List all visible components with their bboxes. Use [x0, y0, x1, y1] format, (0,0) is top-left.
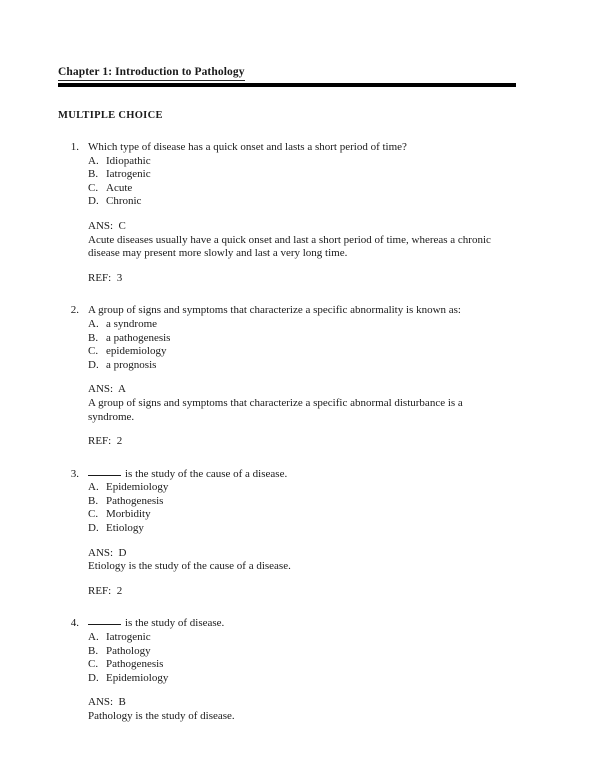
answer-area	[88, 383, 518, 448]
option-text: Epidemiology	[106, 671, 169, 684]
section-label-multiple-choice: MULTIPLE CHOICE	[58, 110, 163, 121]
option-text: Acute	[106, 181, 133, 194]
answer-option[interactable]	[88, 359, 518, 373]
answer-option[interactable]	[88, 195, 518, 209]
answer-option[interactable]	[88, 645, 518, 659]
answer-options	[88, 631, 518, 685]
answer-option[interactable]	[88, 481, 518, 495]
option-text: a prognosis	[106, 358, 157, 371]
option-letter: C.	[88, 508, 99, 521]
answer-options	[88, 481, 518, 535]
fill-in-blank	[88, 624, 121, 625]
option-letter: C.	[88, 345, 99, 358]
reference-line: REF: 3	[88, 271, 123, 284]
answer-option[interactable]	[88, 672, 518, 686]
answer-option[interactable]	[88, 332, 518, 346]
question-stem-text: is the study of the cause of a disease.	[125, 467, 288, 480]
option-text: Pathogenesis	[106, 658, 164, 671]
option-letter: D.	[88, 522, 99, 535]
document-content	[58, 62, 518, 724]
answer-rationale: Etiology is the study of the cause of a disease.	[88, 560, 291, 573]
reference-line: REF: 2	[88, 435, 123, 448]
option-text: Etiology	[106, 522, 144, 535]
option-letter: C.	[88, 658, 99, 671]
answer-area	[88, 547, 518, 599]
option-text: Iatrogenic	[106, 168, 151, 181]
question-stem	[88, 468, 518, 482]
question-stem	[88, 617, 518, 631]
answer-option[interactable]	[88, 318, 518, 332]
answer-key-line: ANS: D	[88, 546, 127, 559]
reference-line: REF: 2	[88, 584, 123, 597]
answer-option[interactable]	[88, 495, 518, 509]
option-letter: B.	[88, 494, 99, 507]
answer-option[interactable]	[88, 168, 518, 182]
answer-key-line: ANS: B	[88, 696, 126, 709]
answer-option[interactable]	[88, 345, 518, 359]
questions-list	[58, 141, 518, 724]
option-text: epidemiology	[106, 345, 167, 358]
option-letter: A.	[88, 481, 99, 494]
question-block	[58, 468, 518, 599]
option-text: Iatrogenic	[106, 631, 151, 644]
question-number: 1.	[70, 141, 79, 153]
option-letter: B.	[88, 644, 99, 657]
option-letter: C.	[88, 181, 99, 194]
answer-options	[88, 155, 518, 209]
question-stem-row	[58, 304, 518, 318]
option-text: Chronic	[106, 195, 142, 208]
question-block	[58, 141, 518, 285]
question-block	[58, 304, 518, 448]
answer-rationale: Acute diseases usually have a quick onset and last a short period of time, whereas a chronic disease may present more slowly and last a very long time.	[88, 233, 491, 260]
option-text: Pathology	[106, 644, 151, 657]
question-stem: Which type of disease has a quick onset and lasts a short period of time?	[88, 141, 407, 153]
answer-rationale: Pathology is the study of disease.	[88, 710, 235, 722]
option-letter: A.	[88, 317, 99, 330]
option-letter: A.	[88, 631, 99, 644]
answer-option[interactable]	[88, 155, 518, 169]
option-text: a syndrome	[106, 317, 158, 330]
answer-area	[88, 220, 518, 285]
option-letter: B.	[88, 168, 99, 181]
answer-option[interactable]	[88, 508, 518, 522]
answer-rationale: A group of signs and symptoms that characterize a specific abnormal disturbance is a syndrome.	[88, 396, 463, 423]
option-text: a pathogenesis	[106, 331, 171, 344]
option-letter: B.	[88, 331, 99, 344]
header-divider-rule	[58, 83, 516, 87]
question-stem-row	[58, 468, 518, 482]
answer-options	[88, 318, 518, 372]
answer-option[interactable]	[88, 522, 518, 536]
question-block	[58, 617, 518, 723]
question-number: 3.	[70, 467, 79, 480]
answer-option[interactable]	[88, 631, 518, 645]
answer-option[interactable]	[88, 182, 518, 196]
answer-option[interactable]	[88, 658, 518, 672]
option-letter: D.	[88, 671, 99, 684]
answer-key-line: ANS: A	[88, 383, 126, 396]
answer-key-line: ANS: C	[88, 219, 126, 232]
answer-area	[88, 696, 518, 723]
document-header	[58, 62, 518, 87]
option-letter: D.	[88, 195, 99, 208]
question-stem-text: is the study of disease.	[125, 617, 225, 630]
question-number: 4.	[70, 617, 79, 630]
fill-in-blank	[88, 475, 121, 476]
option-text: Pathogenesis	[106, 494, 164, 507]
option-text: Idiopathic	[106, 154, 151, 167]
option-letter: D.	[88, 358, 99, 371]
question-stem-row	[58, 141, 518, 155]
option-text: Epidemiology	[106, 481, 169, 494]
question-stem: A group of signs and symptoms that characterize a specific abnormality is known as:	[88, 304, 461, 317]
question-number: 2.	[70, 304, 79, 317]
option-text: Morbidity	[106, 508, 151, 521]
option-letter: A.	[88, 154, 99, 167]
question-stem-row	[58, 617, 518, 631]
chapter-title: Chapter 1: Introduction to Pathology	[58, 65, 245, 81]
